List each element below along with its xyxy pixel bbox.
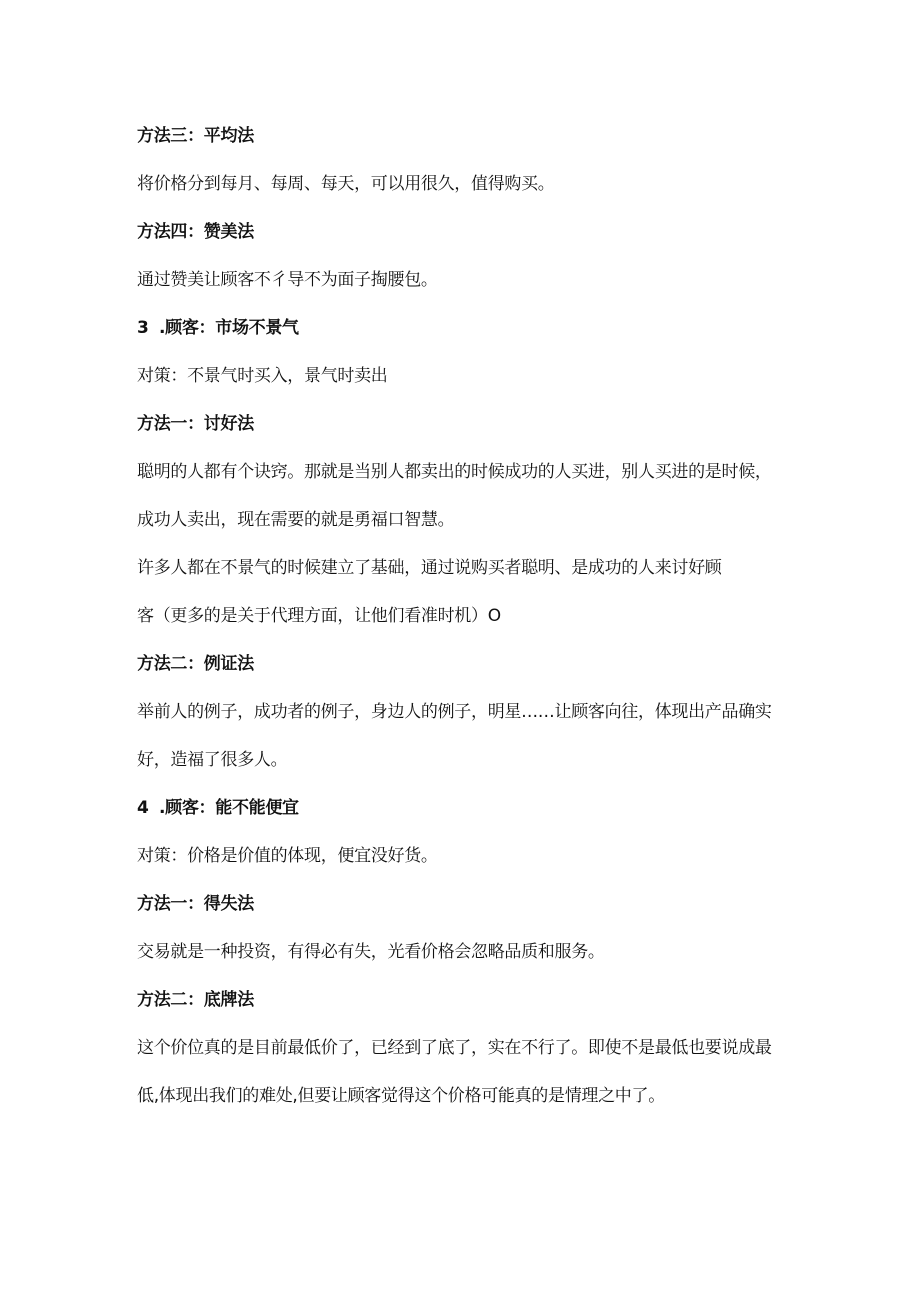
section-heading — [137, 316, 797, 340]
body-paragraph — [137, 172, 797, 196]
body-paragraph — [137, 1036, 797, 1060]
heading-text: 方法二：例证法 — [137, 654, 254, 674]
paragraph-text: 成功人卖出，现在需要的就是勇福口智慧。 — [137, 510, 455, 530]
paragraph-text: 对策：价格是价值的体现，便宜没好货。 — [137, 846, 438, 866]
section-heading — [137, 796, 797, 820]
body-paragraph — [137, 700, 797, 724]
heading-text: .顾客：市场不景气 — [159, 318, 299, 338]
paragraph-text: 将价格分到每月、每周、每天，可以用很久，值得购买。 — [137, 174, 555, 194]
body-paragraph — [137, 844, 797, 868]
body-paragraph — [137, 940, 797, 964]
method-heading — [137, 988, 797, 1012]
heading-text: 方法一：讨好法 — [137, 414, 254, 434]
heading-text: 方法四：赞美法 — [137, 222, 254, 242]
section-number: 4 — [137, 798, 149, 818]
paragraph-text: 通过赞美让顾客不彳导不为面子掏腰包。 — [137, 270, 438, 290]
method-heading — [137, 892, 797, 916]
body-paragraph — [137, 1084, 797, 1108]
paragraph-text: 对策：不景气时买入，景气时卖出 — [137, 366, 388, 386]
method-heading — [137, 412, 797, 436]
paragraph-text: 好，造福了很多人。 — [137, 750, 288, 770]
paragraph-text: 低,体现出我们的难处,但要让顾客觉得这个价格可能真的是情理之中了。 — [137, 1086, 665, 1106]
body-paragraph — [137, 460, 797, 484]
body-paragraph — [137, 268, 797, 292]
body-paragraph — [137, 364, 797, 388]
heading-text: 方法三：平均法 — [137, 126, 254, 146]
method-heading — [137, 652, 797, 676]
body-paragraph — [137, 748, 797, 772]
body-paragraph — [137, 508, 797, 532]
paragraph-text: 交易就是一种投资，有得必有失，光看价格会忽略品质和服务。 — [137, 942, 605, 962]
heading-text: 方法二：底牌法 — [137, 990, 254, 1010]
paragraph-text: 这个价位真的是目前最低价了，已经到了底了，实在不行了。即使不是最低也要说成最 — [137, 1038, 772, 1058]
paragraph-text: 许多人都在不景气的时候建立了基础，通过说购买者聪明、是成功的人来讨好顾 — [137, 558, 722, 578]
section-number: 3 — [137, 318, 149, 338]
heading-text: 方法一：得失法 — [137, 894, 254, 914]
body-paragraph — [137, 604, 797, 628]
paragraph-text: 举前人的例子，成功者的例子，身边人的例子，明星……让顾客向往，体现出产品确实 — [137, 702, 772, 722]
method-heading — [137, 220, 797, 244]
paragraph-text: 客（更多的是关于代理方面，让他们看准时机）O — [137, 606, 501, 626]
heading-text: .顾客：能不能便宜 — [159, 798, 299, 818]
body-paragraph — [137, 556, 797, 580]
paragraph-text: 聪明的人都有个诀窍。那就是当别人都卖出的时候成功的人买进，别人买进的是时候， — [137, 462, 772, 482]
method-heading — [137, 124, 797, 148]
